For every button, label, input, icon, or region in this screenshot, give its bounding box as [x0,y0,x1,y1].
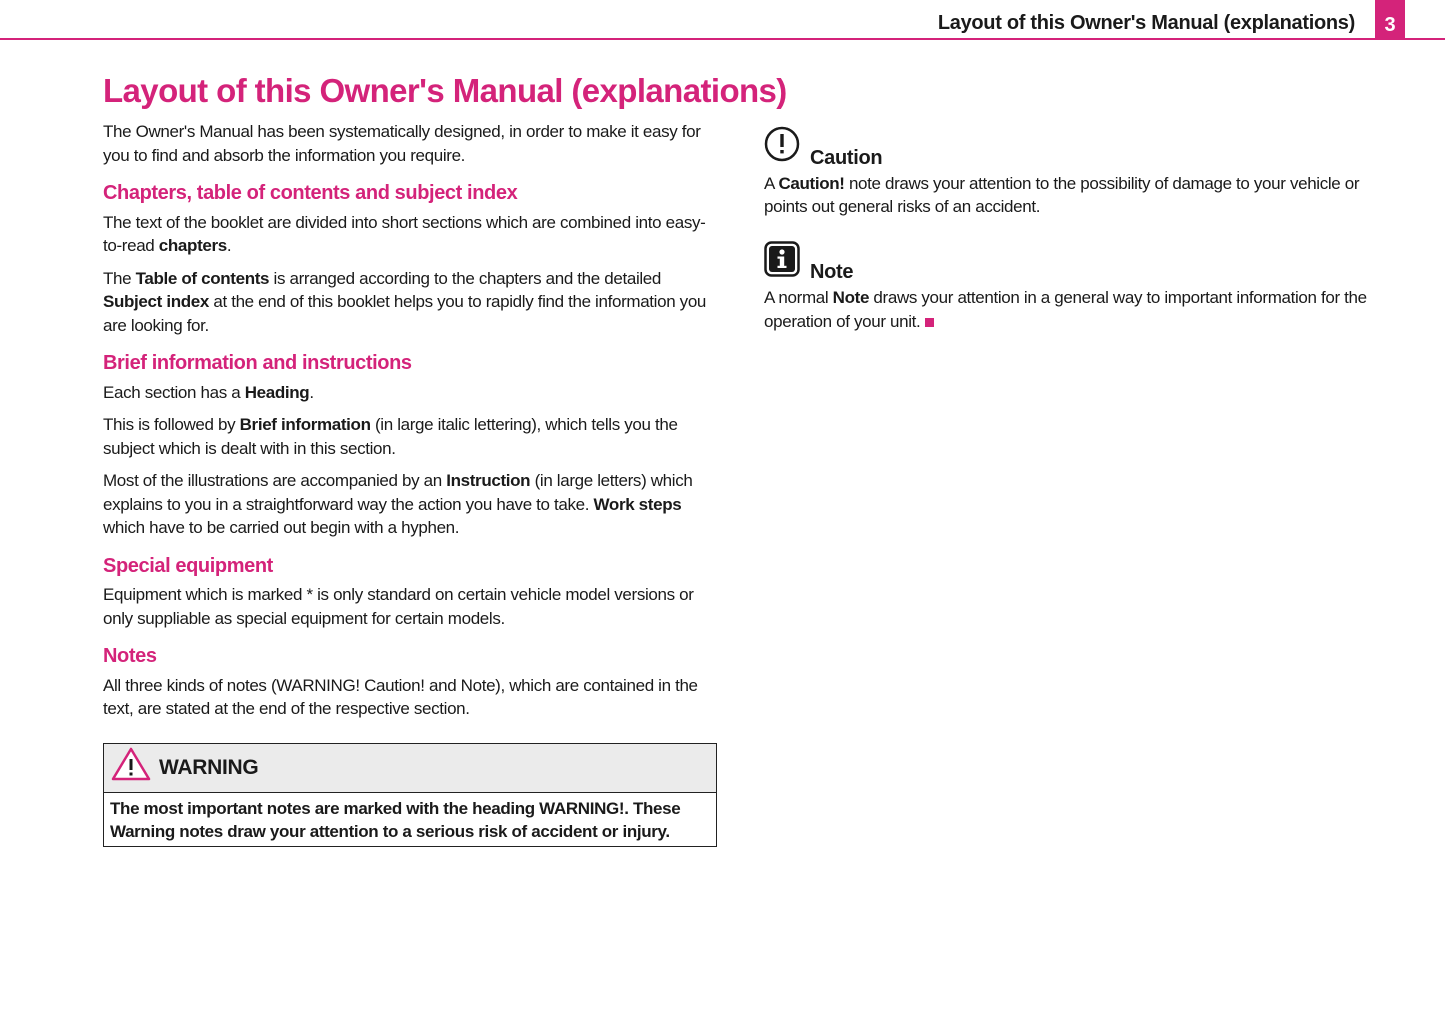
note-title: Note [810,261,854,283]
text: This is followed by [103,415,240,434]
caution-header [764,126,1379,169]
note-block [764,241,1379,334]
text: is arranged according to the chapters and the detailed [269,268,662,288]
running-title: Layout of this Owner's Manual (explanations) [937,12,1355,34]
warning-triangle-icon [111,747,151,788]
special-paragraph: Equipment which is marked * is only standard on certain vehicle model versions or only suppliable as special equipment for certain models. [103,585,694,628]
intro-paragraph: The Owner's Manual has been systematically designed, in order to make it easy for you to find and absorb the information you require. [103,122,701,165]
text: A normal [764,288,833,307]
section-heading-notes: Notes [103,645,157,667]
bold-term-brief-information: Brief information [239,415,371,434]
chapters-paragraph-2 [103,267,717,338]
note-header [764,241,1379,284]
warning-header [104,744,716,793]
warning-text: The most important notes are marked with the heading WARNING!. These Warning notes draw your attention to a serious risk of accident or injury. [110,798,681,841]
chapters-paragraph-1 [103,211,717,258]
text: A [764,173,779,193]
brief-paragraph-1 [103,381,717,405]
bold-term-note: Note [832,288,870,307]
caution-block [764,126,1379,219]
warning-title: WARNING [159,755,259,779]
section-heading-brief: Brief information and instructions [103,352,412,374]
page-number: 3 [1375,0,1405,38]
section-heading-special: Special equipment [103,554,273,577]
text: . [226,236,232,255]
bold-term-table-of-contents: Table of contents [135,268,270,288]
text: which have to be carried out begin with a hyphen. [103,518,460,537]
text: (in large letters) which explains to you in a straightforward way the action you have to take. [103,471,693,514]
info-icon [764,241,800,284]
caution-text [764,172,1379,219]
warning-box [103,743,717,847]
section-heading-chapters: Chapters, table of contents and subject index [103,182,518,204]
text: . [309,382,314,402]
page-header [0,0,1445,41]
bold-term-instruction: Instruction [446,471,531,490]
caution-title: Caution [810,146,883,169]
text: note draws your attention to the possibility of damage to your vehicle or points out general risks of an accident. [764,173,1360,216]
text: (in large italic lettering), which tells you the subject which is dealt with in this section. [103,415,678,458]
header-rule [0,38,1445,40]
caution-exclamation-icon [764,126,800,169]
left-column [103,120,717,847]
note-text [764,286,1379,333]
bold-term-work-steps: Work steps [593,494,682,514]
bold-term-chapters: chapters [158,236,227,255]
bold-term-caution: Caution! [778,173,845,193]
text: draws your attention in a general way to important information for the operation of your unit. [764,288,1367,331]
bold-term-subject-index: Subject index [103,292,209,311]
brief-paragraph-2 [103,413,717,460]
text: The [103,268,136,288]
text: The text of the booklet are divided into short sections which are combined into easy-to-read [103,212,706,255]
text: Most of the illustrations are accompanied by an [103,471,447,490]
bold-term-heading: Heading [244,382,310,402]
text: Each section has a [103,382,245,402]
text: at the end of this booklet helps you to rapidly find the information you are looking for. [103,292,707,335]
right-column [764,126,1379,355]
notes-paragraph: All three kinds of notes (WARNING! Caution! and Note), which are contained in the text, are stated at the end of the respective section. [103,675,698,718]
page-title: Layout of this Owner's Manual (explanations) [103,72,787,109]
brief-paragraph-3 [103,469,717,540]
end-of-section-marker [925,318,934,327]
